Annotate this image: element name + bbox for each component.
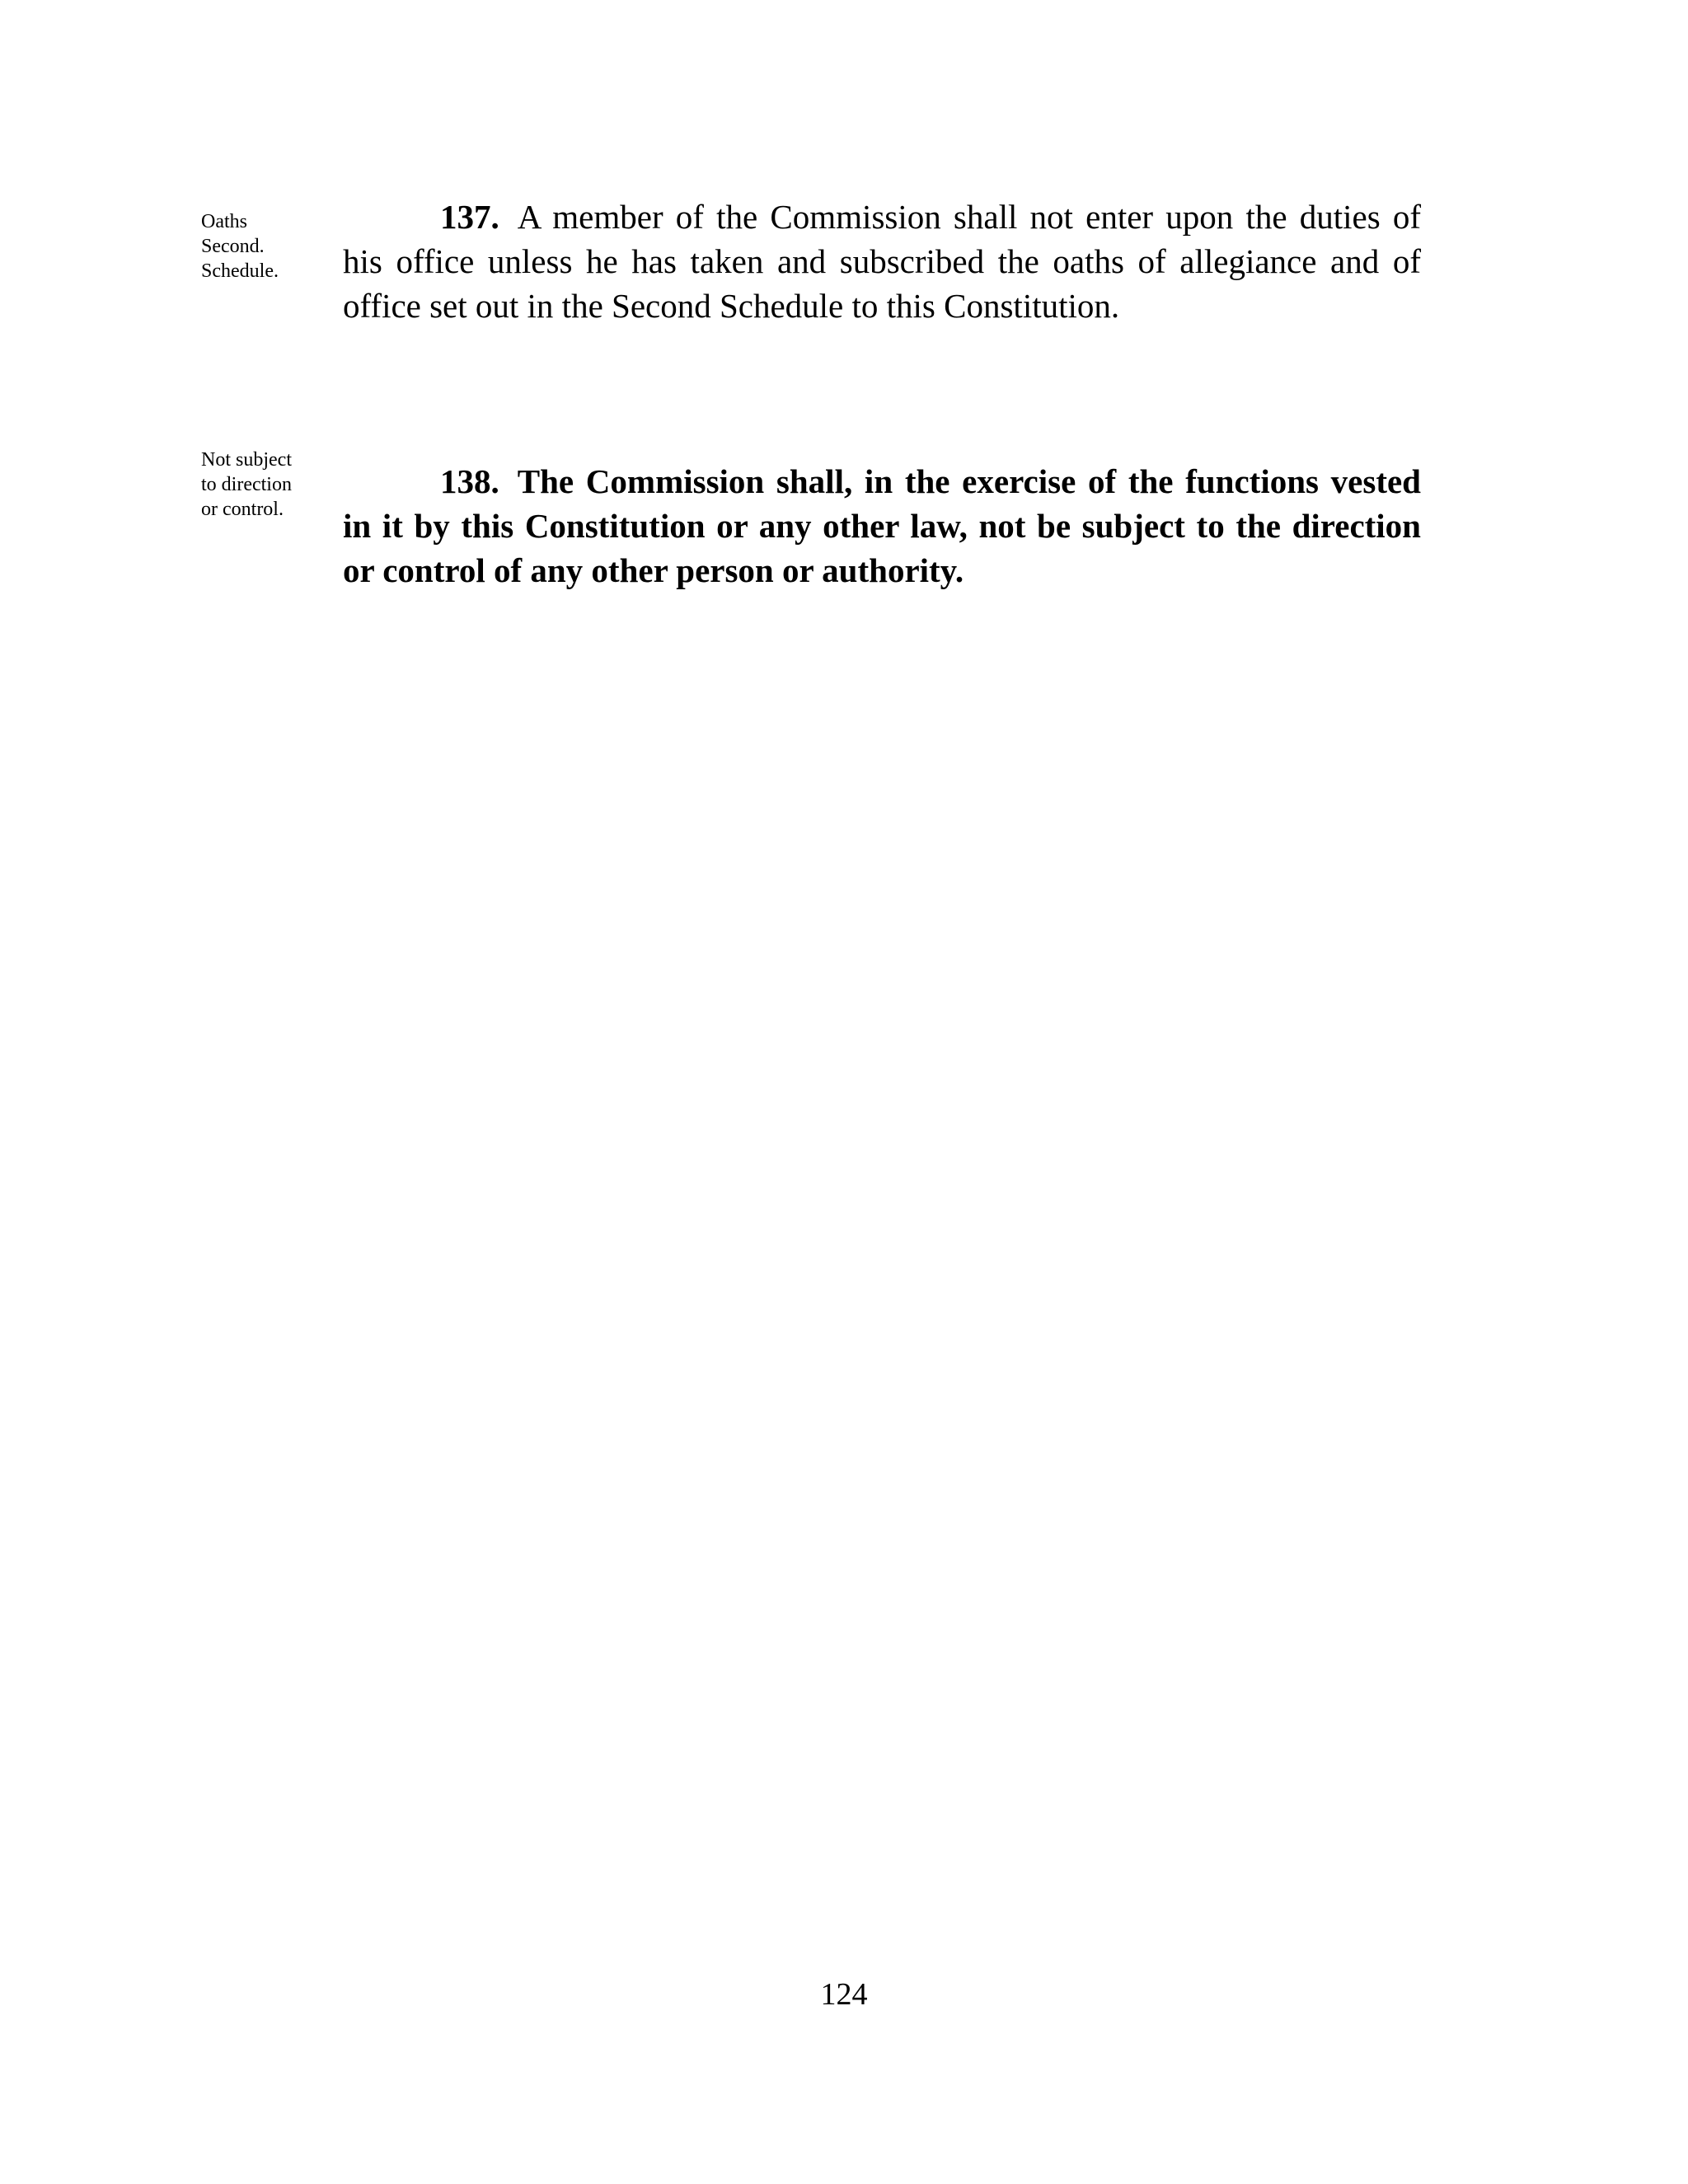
- section-number: 138.: [440, 462, 499, 500]
- page-number: 124: [820, 1977, 868, 2012]
- margin-note-line: or control.: [201, 499, 284, 520]
- section-138-paragraph: [343, 459, 1421, 593]
- margin-note-line: Second.: [201, 236, 265, 257]
- margin-note-line: to direction: [201, 474, 292, 495]
- margin-note-line: Oaths: [201, 211, 247, 232]
- section-text: The Commission shall, in the exercise of the functions vested in it by this Constitution or any other law, not be subject to the direction or control of any other person or authority.: [343, 462, 1421, 589]
- margin-note-line: Not subject: [201, 449, 292, 471]
- section-number: 137.: [440, 198, 499, 236]
- margin-note-138: [201, 448, 316, 522]
- margin-note-137: [201, 209, 316, 284]
- section-text: A member of the Commission shall not enter upon the duties of his office unless he has taken and subscribed the oaths of allegiance and of office set out in the Second Schedule to this Constitution.: [343, 198, 1421, 325]
- margin-note-line: Schedule.: [201, 260, 279, 282]
- section-137-paragraph: [343, 194, 1421, 328]
